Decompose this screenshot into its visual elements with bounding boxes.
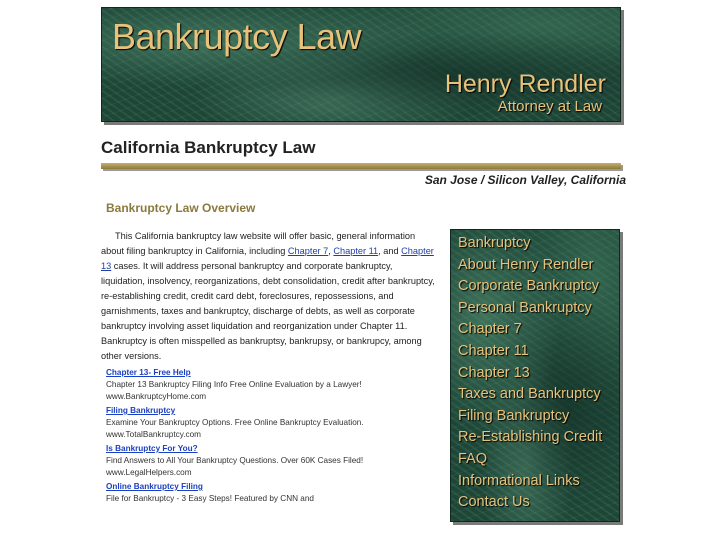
nav-item-filing[interactable]: Filing Bankruptcy (458, 407, 570, 424)
ad-title-link[interactable]: Filing Bankruptcy (106, 406, 176, 415)
banner-title: Bankruptcy Law (112, 16, 362, 57)
ad-url: www.TotalBankruptcy.com (106, 430, 201, 439)
nav-item-credit[interactable]: Re-Establishing Credit (458, 429, 603, 446)
ad-title-link[interactable]: Online Bankruptcy Filing (106, 482, 203, 491)
header-banner (101, 7, 621, 122)
location-tagline: San Jose / Silicon Valley, California (424, 173, 626, 187)
nav-item-about[interactable]: About Henry Rendler (458, 256, 594, 273)
chapter-11-link[interactable]: Chapter 11 (333, 246, 379, 256)
sponsored-links (106, 367, 406, 507)
nav-item-chapter-7[interactable]: Chapter 7 (458, 321, 522, 338)
nav-item-corporate-bankruptcy[interactable]: Corporate Bankruptcy (458, 278, 600, 295)
nav-item-chapter-11[interactable]: Chapter 11 (458, 342, 529, 359)
overview-text-part: cases. It will address personal bankruptcy and corporate bankruptcy, liquidation, insolvency, reorganizations, debt consolidation, credit after bankruptcy, re-establishing credit, credit card debt, foreclosures, repossessions, and garnishments, taxes and bankruptcy, discharge of debts, as well as corporate bankruptcy involving asset liquidation and reorganization under Chapter 11. Bankruptcy is often misspelled as bankruptsy, bankrupsy, or bankrupcy, among other versions. (101, 261, 435, 361)
ad-description: File for Bankruptcy - 3 Easy Steps! Featured by CNN and (106, 494, 314, 503)
ad-description: Chapter 13 Bankruptcy Filing Info Free Online Evaluation by a Lawyer! (106, 380, 362, 389)
overview-heading: Bankruptcy Law Overview (106, 201, 256, 215)
ad-description: Find Answers to All Your Bankruptcy Questions. Over 60K Cases Filed! (106, 456, 364, 465)
ad-title-link[interactable]: Chapter 13- Free Help (106, 368, 191, 377)
ad-item (106, 481, 406, 505)
nav-item-faq[interactable]: FAQ (458, 450, 488, 467)
page-title: California Bankruptcy Law (101, 138, 316, 157)
sidebar-nav (450, 229, 620, 522)
nav-item-chapter-13[interactable]: Chapter 13 (458, 364, 530, 381)
ad-item (106, 443, 406, 479)
ad-description: Examine Your Bankruptcy Options. Free Online Bankruptcy Evaluation. (106, 418, 364, 427)
chapter-7-link[interactable]: Chapter 7 (287, 246, 329, 256)
banner-attorney-name: Henry Rendler (444, 70, 606, 98)
ad-item (106, 405, 406, 441)
overview-text (101, 229, 438, 364)
ad-item (106, 367, 406, 403)
nav-item-contact[interactable]: Contact Us (458, 494, 530, 511)
nav-item-personal-bankruptcy[interactable]: Personal Bankruptcy (458, 299, 592, 316)
nav-item-taxes[interactable]: Taxes and Bankruptcy (458, 386, 601, 403)
chapter-13-link[interactable]: Chapter 13 (101, 246, 434, 271)
nav-item-bankruptcy[interactable]: Bankruptcy (458, 235, 531, 251)
overview-text-part: This California bankruptcy law website will offer basic, general information about filing bankruptcy in California, including (101, 231, 416, 256)
overview-text-part: , (328, 246, 334, 256)
ad-url: www.BankruptcyHome.com (106, 392, 207, 401)
banner-subtitle: Attorney at Law (497, 98, 602, 115)
nav-item-links[interactable]: Informational Links (458, 472, 580, 489)
title-divider (101, 163, 621, 169)
overview-text-part: , and (378, 246, 402, 256)
ad-url: www.LegalHelpers.com (106, 468, 192, 477)
ad-title-link[interactable]: Is Bankruptcy For You? (106, 444, 198, 453)
